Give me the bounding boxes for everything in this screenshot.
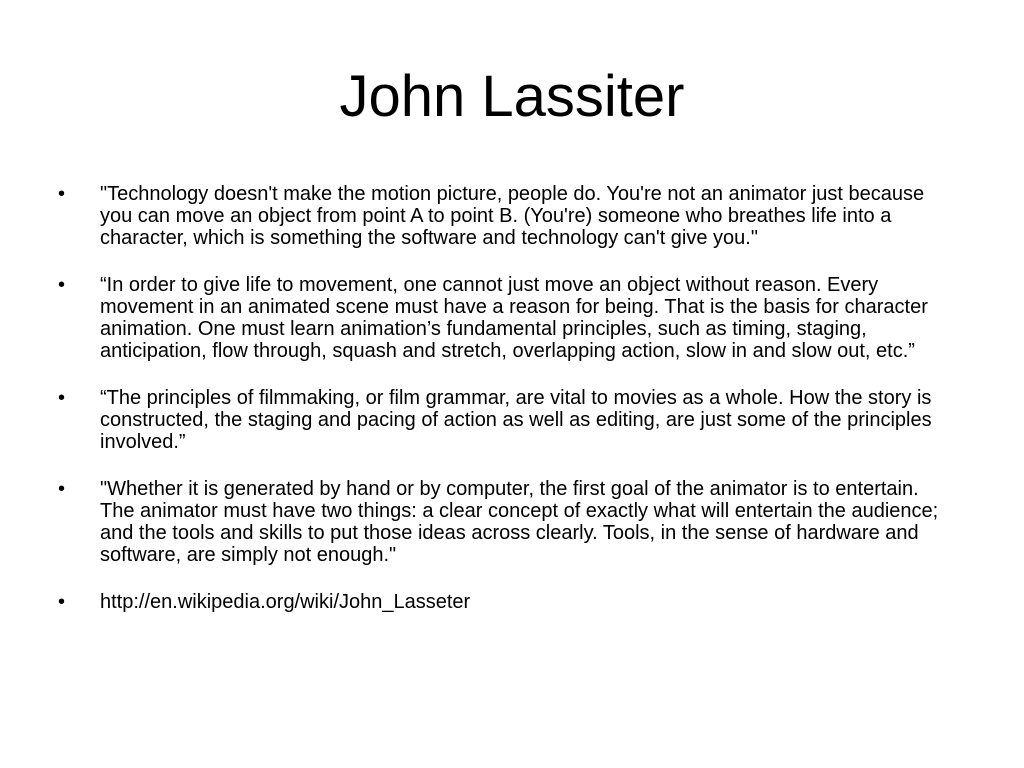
- slide-title: John Lassiter: [339, 64, 685, 129]
- source-link-text: http://en.wikipedia.org/wiki/John_Lasseter: [100, 591, 471, 613]
- bullet-text: "Whether it is generated by hand or by computer, the first goal of the animator is to entertain. The animator must have two things: a clear concept of exactly what will entertain the audience; and the tools and skills to put those ideas across clearly. Tools, in the sense of hardware and software, are simply not enough.": [100, 478, 939, 566]
- bullet-text: "Technology doesn't make the motion picture, people do. You're not an animator just because you can move an object from point A to point B. (You're) someone who breathes life into a character, which is something the software and technology can't give you.": [100, 183, 925, 249]
- bullet-marker: •: [58, 387, 66, 409]
- bullet-item-source-link: [56, 591, 956, 613]
- bullet-text: “In order to give life to movement, one cannot just move an object without reason. Every movement in an animated scene must have a reason for being. That is the basis for character animation. One must learn animation’s fundamental principles, such as timing, staging, anticipation, flow through, squash and stretch, overlapping action, slow in and slow out, etc.”: [100, 274, 928, 362]
- bullet-item-quote-movement: [56, 274, 956, 362]
- bullet-marker: •: [58, 478, 66, 500]
- bullet-item-quote-technology: [56, 183, 956, 249]
- bullet-text: “The principles of filmmaking, or film grammar, are vital to movies as a whole. How the story is constructed, the staging and pacing of action as well as editing, are just some of the principles involved.”: [100, 387, 932, 453]
- bullet-marker: •: [58, 183, 66, 205]
- bullet-item-quote-filmmaking: [56, 387, 956, 453]
- bullet-marker: •: [58, 274, 66, 296]
- bullet-item-quote-entertain: [56, 478, 956, 566]
- bullet-marker: •: [58, 591, 66, 613]
- bullet-list: [56, 183, 956, 638]
